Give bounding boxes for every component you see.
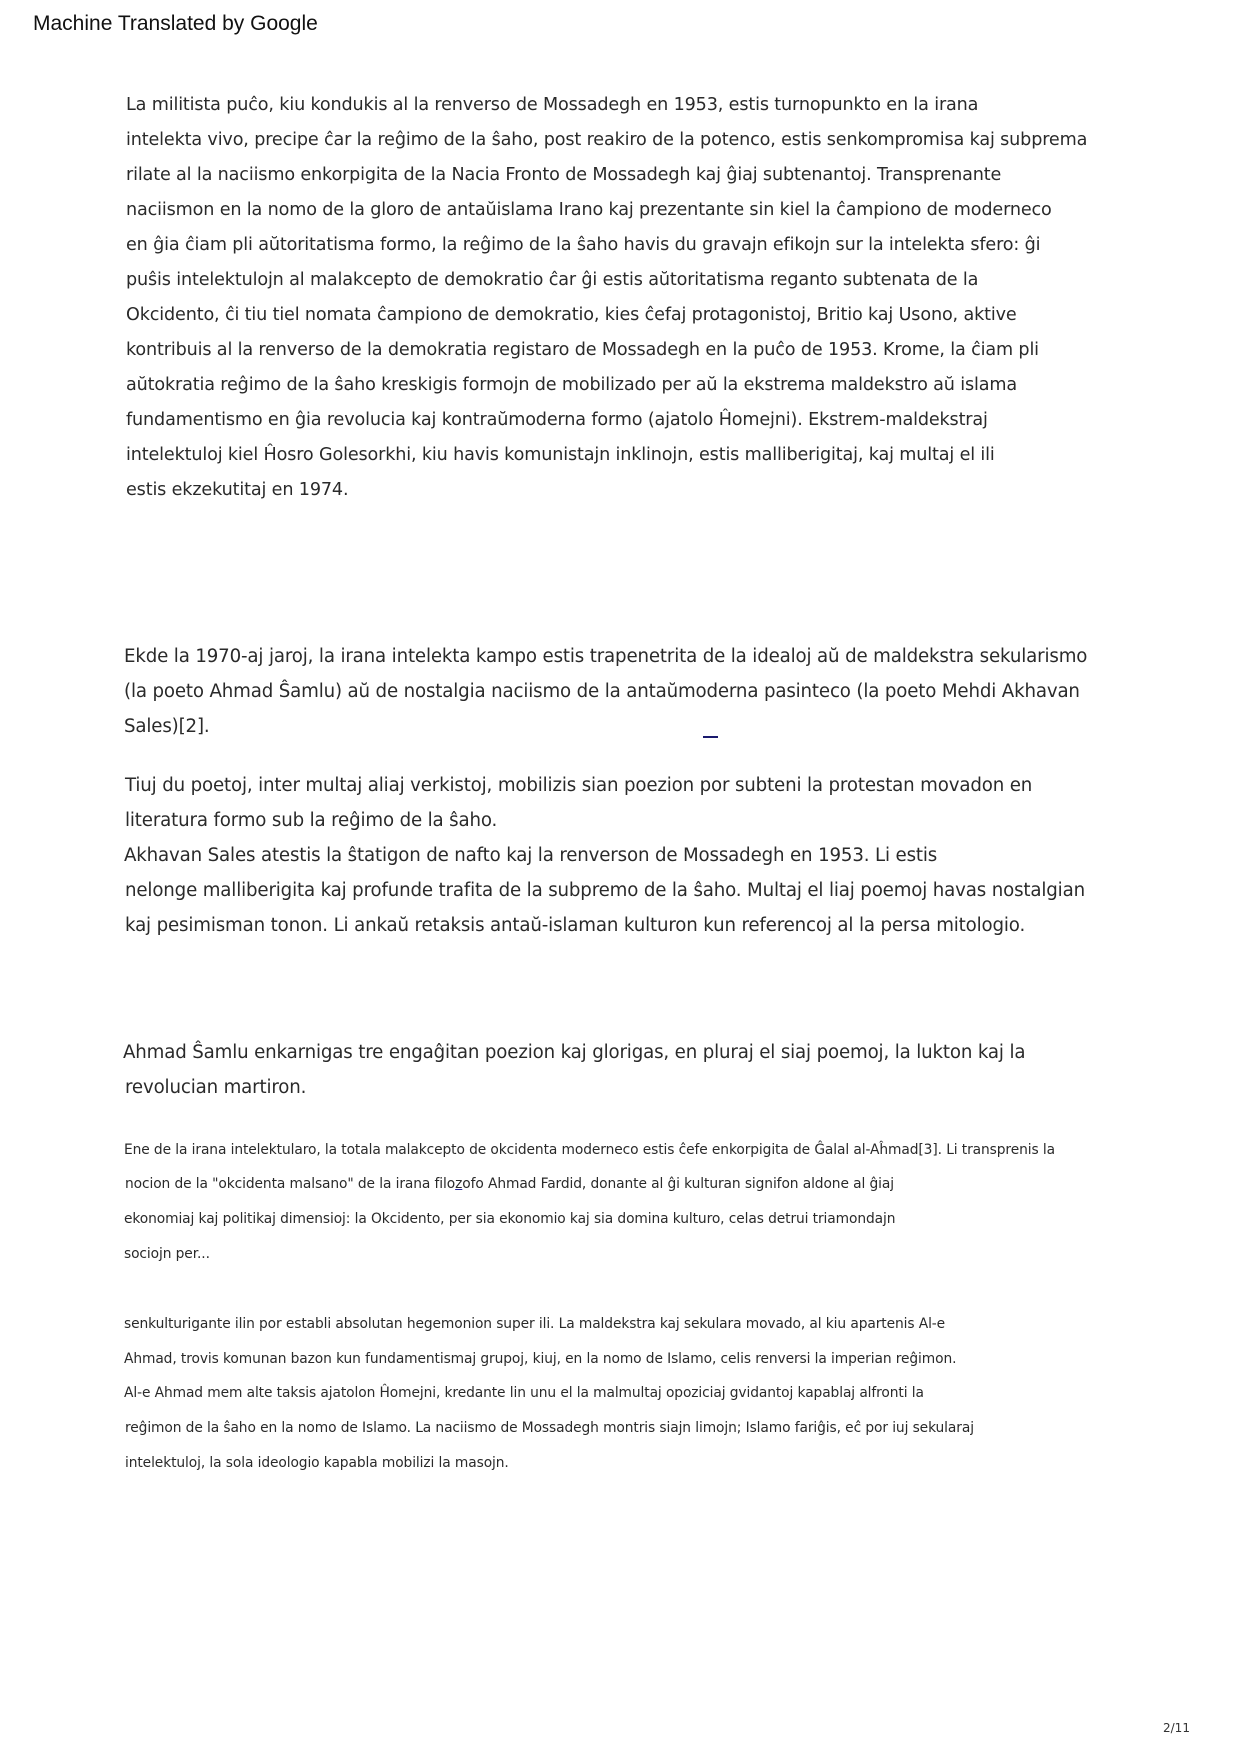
text-line bbox=[125, 1176, 894, 1192]
text-line: kaj pesimisman tonon. Li ankaŭ retaksis antaŭ-islaman kulturon kun referencoj al la persa mitologio. bbox=[125, 915, 1026, 936]
text-line: La militista puĉo, kiu kondukis al la renverso de Mossadegh en 1953, estis turnopunkto en la irana bbox=[126, 95, 979, 115]
text-line: Akhavan Sales atestis la ŝtatigon de nafto kaj la renverson de Mossadegh en 1953. Li estis bbox=[124, 845, 938, 866]
text-line: Al-e Ahmad mem alte taksis ajatolon Ĥomejni, kredante lin unu el la malmultaj opoziciaj gvidantoj kapablaj alfronti la bbox=[124, 1385, 924, 1401]
text-line: aŭtokratia reĝimo de la ŝaho kreskigis formojn de mobilizado per aŭ la ekstrema maldekstro aŭ islama bbox=[126, 375, 1017, 395]
text-line: Okcidento, ĉi tiu tiel nomata ĉampiono de demokratio, kies ĉefaj protagonistoj, Britio kaj Usono, aktive bbox=[126, 305, 1017, 325]
footnote-link-marker[interactable] bbox=[703, 736, 718, 738]
text-segment: nocion de la "okcidenta malsano" de la irana filo bbox=[125, 1176, 456, 1192]
text-line: Ekde la 1970-aj jaroj, la irana intelekta kampo estis trapenetrita de la idealoj aŭ de maldekstra sekularismo bbox=[124, 646, 1088, 667]
text-line: Ene de la irana intelektularo, la totala malakcepto de okcidenta moderneco estis ĉefe enkorpigita de Ĝalal al-Aĥmad[3]. Li transprenis la bbox=[124, 1142, 1055, 1158]
text-line: intelektuloj kiel Ĥosro Golesorkhi, kiu havis komunistajn inklinojn, estis malliberigitaj, kaj multaj el ili bbox=[126, 445, 995, 465]
text-line: kontribuis al la renverso de la demokratia registaro de Mossadegh en la puĉo de 1953. Krome, la ĉiam pli bbox=[126, 340, 1039, 360]
machine-translation-banner: Machine Translated by Google bbox=[33, 12, 318, 35]
text-line: Ahmad Ŝamlu enkarnigas tre engaĝitan poezion kaj glorigas, en pluraj el siaj poemoj, la lukton kaj la bbox=[123, 1042, 1026, 1063]
text-line: Tiuj du poetoj, inter multaj aliaj verkistoj, mobilizis sian poezion por subteni la protestan movadon en bbox=[125, 775, 1033, 796]
text-line: revolucian martiron. bbox=[125, 1077, 307, 1098]
text-line: literatura formo sub la reĝimo de la ŝaho. bbox=[125, 810, 498, 831]
text-line: rilate al la naciismo enkorpigita de la Nacia Fronto de Mossadegh kaj ĝiaj subtenantoj. Transprenante bbox=[126, 165, 1002, 185]
text-line: reĝimon de la ŝaho en la nomo de Islamo. La naciismo de Mossadegh montris siajn limojn; Islamo fariĝis, eĉ por iuj sekularaj bbox=[125, 1420, 974, 1436]
text-line: senkulturigante ilin por establi absolutan hegemonion super ili. La maldekstra kaj sekulara movado, al kiu apartenis Al-e bbox=[124, 1316, 946, 1332]
text-line: naciismon en la nomo de la gloro de antaŭislama Irano kaj prezentante sin kiel la ĉampiono de moderneco bbox=[126, 200, 1052, 220]
text-line: ekonomiaj kaj politikaj dimensioj: la Okcidento, per sia ekonomio kaj sia domina kulturo, celas detrui triamondajn bbox=[124, 1211, 896, 1227]
footnote-link[interactable]: z bbox=[455, 1176, 463, 1192]
text-line: nelonge malliberigita kaj profunde trafita de la subpremo de la ŝaho. Multaj el liaj poemoj havas nostalgian bbox=[125, 880, 1085, 901]
text-line: Ahmad, trovis komunan bazon kun fundamentismaj grupoj, kiuj, en la nomo de Islamo, celis renversi la imperian reĝimon. bbox=[124, 1351, 957, 1367]
text-line: puŝis intelektulojn al malakcepto de demokratio ĉar ĝi estis aŭtoritatisma reganto subtenata de la bbox=[126, 270, 979, 290]
text-line: intelektuloj, la sola ideologio kapabla mobilizi la masojn. bbox=[125, 1455, 509, 1471]
text-line: intelekta vivo, precipe ĉar la reĝimo de la ŝaho, post reakiro de la potenco, estis senkompromisa kaj subprema bbox=[126, 130, 1088, 150]
text-line: sociojn per... bbox=[124, 1246, 210, 1262]
text-line: fundamentismo en ĝia revolucia kaj kontraŭmoderna formo (ajatolo Ĥomejni). Ekstrem-maldekstraj bbox=[126, 410, 988, 430]
text-line: Sales)[2]. bbox=[124, 716, 210, 737]
text-line: estis ekzekutitaj en 1974. bbox=[126, 480, 349, 500]
page-number: 2/11 bbox=[1163, 1721, 1190, 1735]
text-line: en ĝia ĉiam pli aŭtoritatisma formo, la reĝimo de la ŝaho havis du gravajn efikojn sur la intelekta sfero: ĝi bbox=[126, 235, 1041, 255]
text-segment: ofo Ahmad Fardid, donante al ĝi kulturan signifon aldone al ĝiaj bbox=[462, 1176, 894, 1192]
text-line: (la poeto Ahmad Ŝamlu) aŭ de nostalgia naciismo de la antaŭmoderna pasinteco (la poeto Mehdi Akhavan bbox=[124, 681, 1080, 702]
